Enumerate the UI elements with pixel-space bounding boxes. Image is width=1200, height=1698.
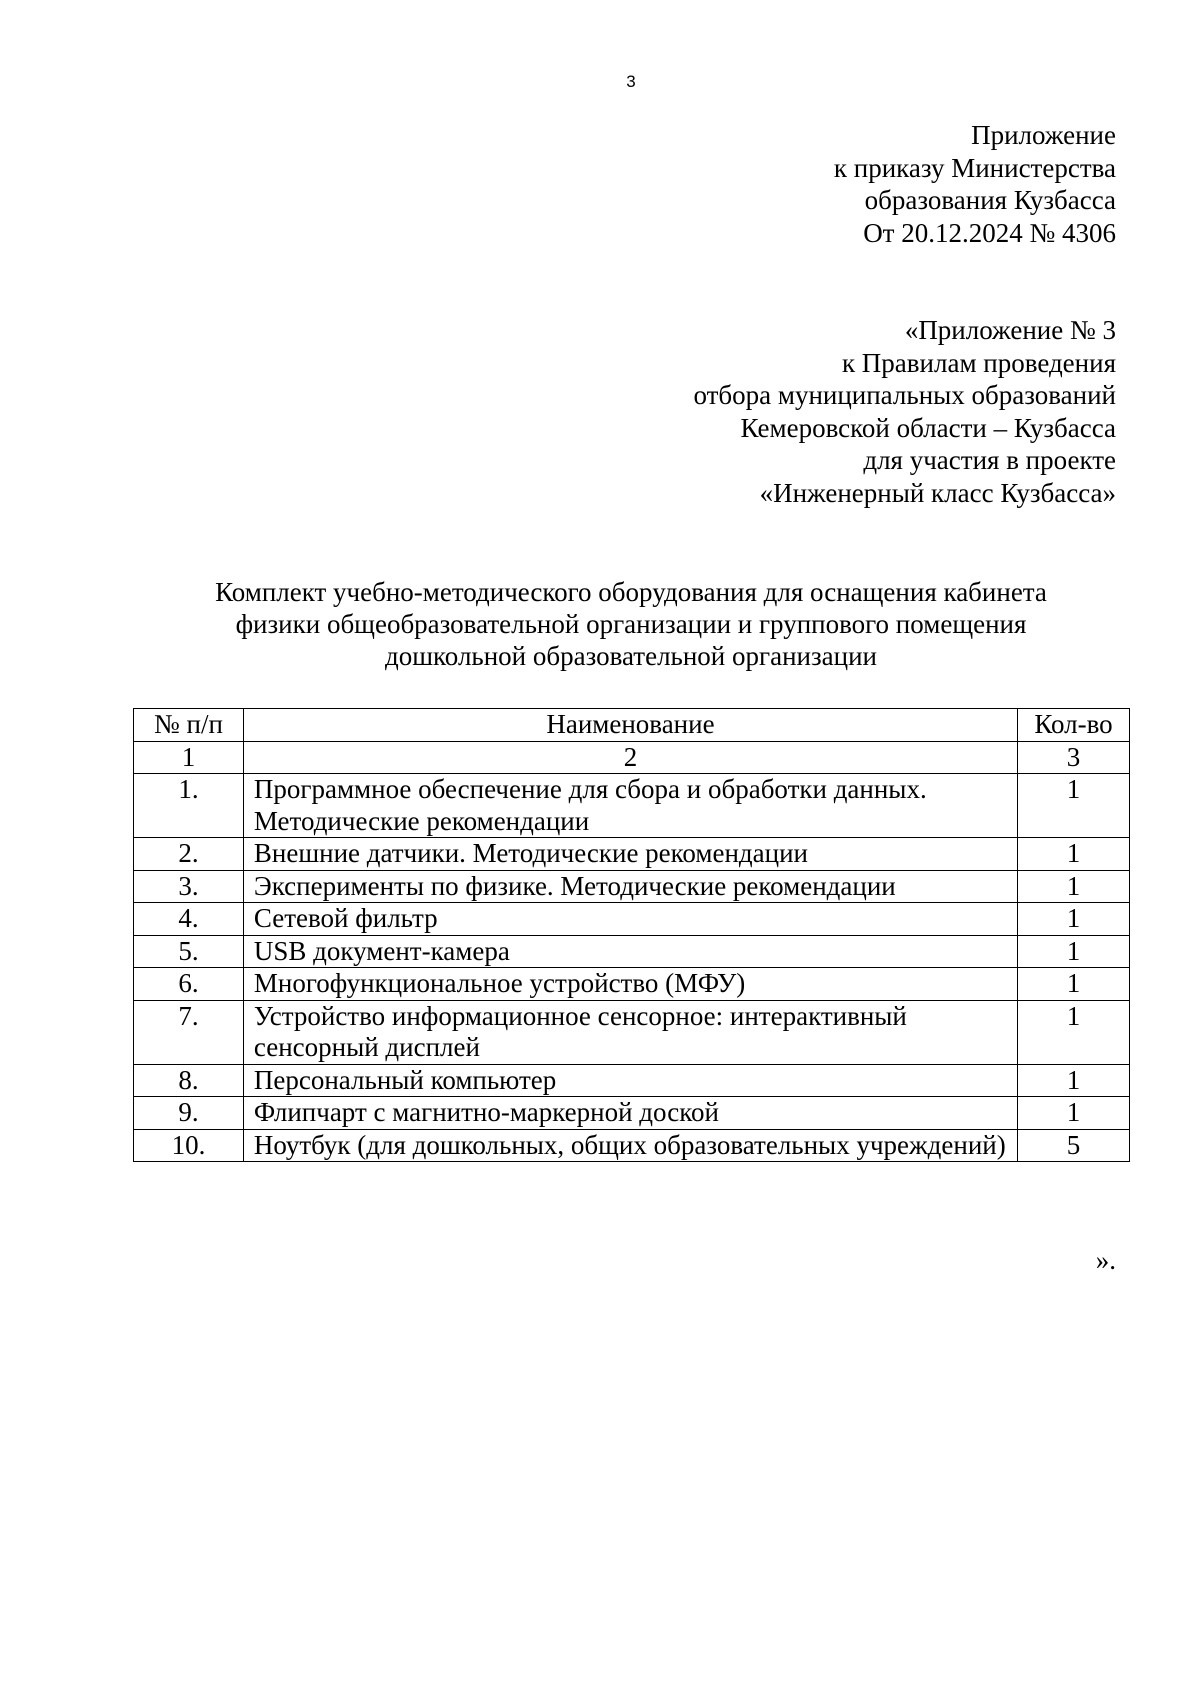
table-header-row <box>134 709 1130 742</box>
row-quantity: 1 <box>1018 968 1130 1001</box>
column-number: 1 <box>134 741 244 774</box>
document-title-line: дошкольной образовательной организации <box>385 641 877 671</box>
appendix-reference-line: Кемеровской области – Кузбасса <box>740 412 1116 443</box>
table-row <box>134 774 1130 838</box>
document-title <box>133 576 1129 672</box>
row-number: 4. <box>134 903 244 936</box>
table-row <box>134 1000 1130 1064</box>
table-row <box>134 1064 1130 1097</box>
row-number: 9. <box>134 1097 244 1130</box>
column-number: 2 <box>243 741 1017 774</box>
row-number: 8. <box>134 1064 244 1097</box>
closing-quote: ». <box>1095 1245 1116 1275</box>
appendix-reference-line: «Приложение № 3 <box>904 315 1116 345</box>
appendix-reference-line: для участия в проекте <box>863 445 1116 475</box>
row-quantity: 1 <box>1018 870 1130 903</box>
row-quantity: 5 <box>1018 1129 1130 1162</box>
appendix-header-line: От 20.12.2024 № 4306 <box>863 217 1116 248</box>
row-name: USB документ-камера <box>243 935 1017 968</box>
row-quantity: 1 <box>1018 838 1130 871</box>
row-number: 10. <box>134 1129 244 1162</box>
appendix-reference-line: «Инженерный класс Кузбасса» <box>759 477 1116 508</box>
table-row <box>134 1097 1130 1130</box>
row-quantity: 1 <box>1018 1000 1130 1064</box>
row-name: Программное обеспечение для сбора и обработки данных. Методические рекомендации <box>243 774 1017 838</box>
table-row <box>134 935 1130 968</box>
row-name: Персональный компьютер <box>243 1064 1017 1097</box>
appendix-header <box>834 119 1116 249</box>
table-row <box>134 903 1130 936</box>
row-quantity: 1 <box>1018 774 1130 838</box>
row-name: Ноутбук (для дошкольных, общих образовательных учреждений) <box>243 1129 1017 1162</box>
row-number: 2. <box>134 838 244 871</box>
appendix-reference-line: к Правилам проведения <box>841 347 1116 378</box>
row-name: Сетевой фильтр <box>243 903 1017 936</box>
appendix-reference-line: отбора муниципальных образований <box>693 380 1116 410</box>
row-number: 1. <box>134 774 244 838</box>
column-number: 3 <box>1018 741 1130 774</box>
table-row <box>134 870 1130 903</box>
column-number-row <box>134 741 1130 774</box>
header-number: № п/п <box>134 709 244 742</box>
table-row <box>134 968 1130 1001</box>
table-row <box>134 838 1130 871</box>
header-quantity: Кол-во <box>1018 709 1130 742</box>
equipment-table <box>133 708 1130 1162</box>
row-quantity: 1 <box>1018 1064 1130 1097</box>
document-title-line: Комплект учебно-методического оборудования для оснащения кабинета <box>215 577 1047 607</box>
document-title-line: физики общеобразовательной организации и группового помещения <box>235 609 1027 639</box>
row-quantity: 1 <box>1018 1097 1130 1130</box>
row-number: 5. <box>134 935 244 968</box>
row-quantity: 1 <box>1018 903 1130 936</box>
appendix-header-line: образования Кузбасса <box>864 185 1116 215</box>
row-name: Устройство информационное сенсорное: интерактивный сенсорный дисплей <box>243 1000 1017 1064</box>
page-number: 3 <box>626 72 636 91</box>
row-number: 3. <box>134 870 244 903</box>
header-name: Наименование <box>243 709 1017 742</box>
appendix-reference <box>693 314 1116 509</box>
row-name: Эксперименты по физике. Методические рекомендации <box>243 870 1017 903</box>
row-number: 6. <box>134 968 244 1001</box>
row-name: Флипчарт с магнитно-маркерной доской <box>243 1097 1017 1130</box>
appendix-header-line: Приложение <box>971 120 1116 150</box>
row-number: 7. <box>134 1000 244 1064</box>
table-row <box>134 1129 1130 1162</box>
row-name: Внешние датчики. Методические рекомендации <box>243 838 1017 871</box>
row-name: Многофункциональное устройство (МФУ) <box>243 968 1017 1001</box>
appendix-header-line: к приказу Министерства <box>833 152 1116 183</box>
row-quantity: 1 <box>1018 935 1130 968</box>
